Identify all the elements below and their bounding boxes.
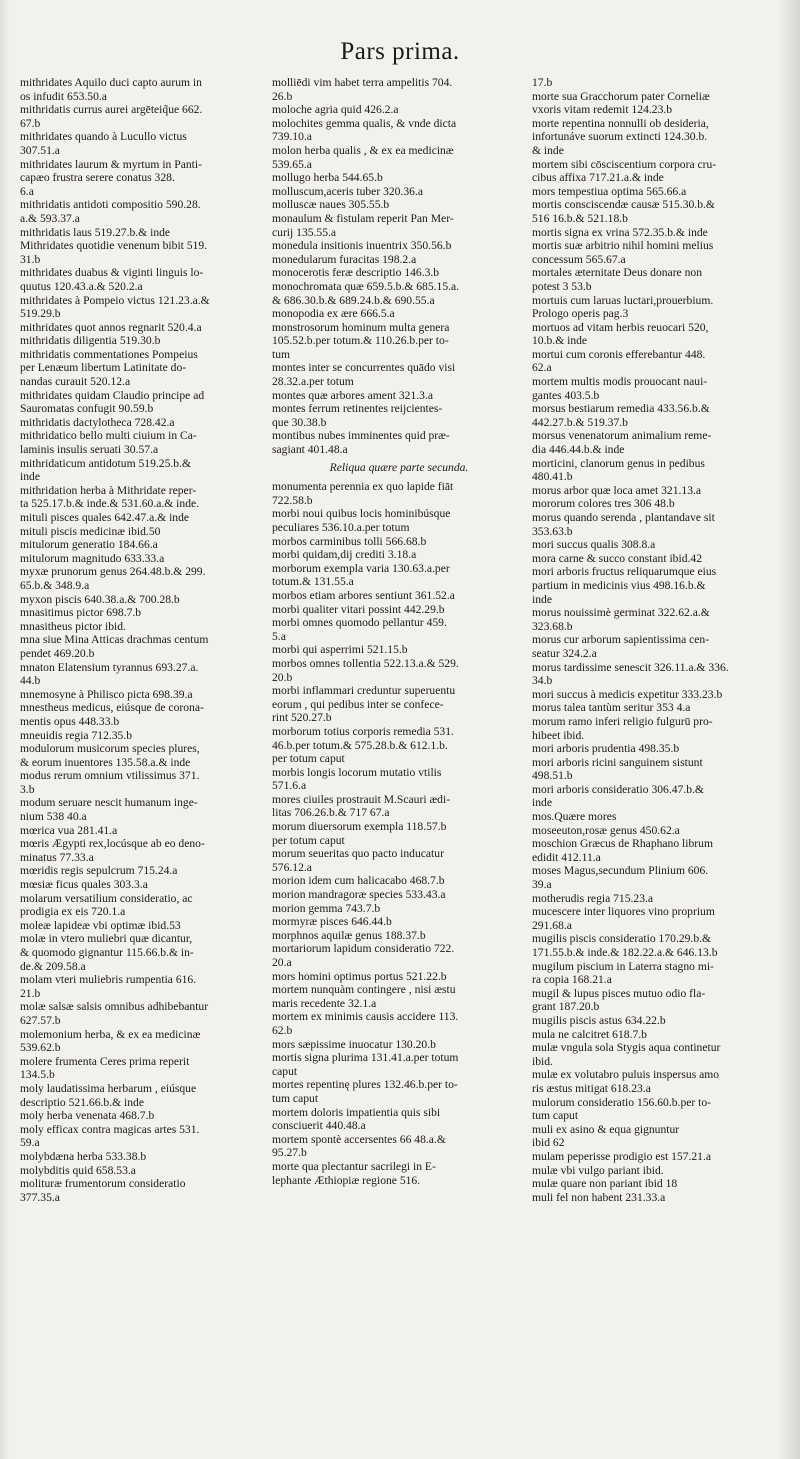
index-entry-line: & quomodo gignantur 115.66.b.& in- [20, 946, 194, 959]
index-entry-line: mori arboris fructus reliquarumque eius [532, 565, 717, 579]
index-entry-line: mœrica vua 281.41.a [20, 823, 118, 837]
index-entry-line: ris æstus mitigat 618.23.a [532, 1081, 651, 1095]
index-entry-line: ibid 62 [532, 1136, 565, 1150]
index-entry-line: ibid. [532, 1054, 553, 1068]
index-entry-line: mnaton Elatensium tyrannus 693.27.a. [20, 660, 199, 674]
index-entry-line: maris recedente 32.1.a [272, 996, 377, 1010]
index-entry-line: ta 525.17.b.& inde.& 531.60.a.& inde. [20, 497, 200, 511]
index-entry-line: mucescere inter liquores vino proprium [532, 905, 715, 919]
index-entry-line: Prologo operis pag.3 [532, 307, 629, 321]
index-entry-line: mortes repentinę plures 132.46.b.per to- [272, 1078, 458, 1092]
index-entry-line: 28.32.a.per totum [272, 375, 354, 389]
index-entry-line: mœridis regis sepulcrum 715.24.a [20, 864, 178, 878]
index-entry-line: mos.Quære mores [532, 810, 617, 824]
index-entry-line: 576.12.a [272, 860, 312, 874]
index-entry-line: molon herba qualis , & ex ea medicinæ [272, 143, 454, 157]
index-entry-line: mulorum consideratio 156.60.b.per to- [532, 1095, 712, 1109]
index-entry-line: mituli pisces quales 642.47.a.& inde [20, 511, 190, 524]
index-entry-line: morborum totius corporis remedia 531. [272, 724, 454, 738]
index-entry-line: myxæ prunorum genus 264.48.b.& 299. [20, 565, 206, 579]
index-entry-line: gantes 403.5.b [532, 388, 600, 402]
index-entry-line: 539.62.b [20, 1041, 61, 1055]
index-entry-line: 539.65.a [272, 157, 312, 171]
index-column-1 [20, 76, 274, 1204]
index-entry-line: rint 520.27.b [272, 711, 332, 725]
index-entry-line: mugilis piscis consideratio 170.29.b.& [532, 932, 712, 946]
index-entry-line: 519.29.b [20, 307, 61, 321]
index-entry-line: 20.a [272, 956, 292, 969]
index-entry-line: 480.41.b [532, 470, 573, 484]
index-entry-line: 171.55.b.& inde.& 182.22.a.& 646.13.b [532, 946, 718, 959]
index-entry-line: motherudis regia 715.23.a [532, 891, 654, 905]
index-entry-line: mortem ex minimis causis accidere 113. [272, 1010, 459, 1024]
index-entry-line: mors sæpissime inuocatur 130.20.b [272, 1037, 436, 1051]
index-entry-line: mortem nunquàm contingere , nisi æstu [272, 983, 456, 997]
index-entry-line: muli ex asino & equa gignuntur [532, 1122, 680, 1136]
index-entry-line: modulorum musicorum species plures, [20, 742, 200, 756]
index-entry-line: & inde [532, 143, 564, 157]
index-entry-line: Sauromatas confugit 90.59.b [20, 402, 154, 416]
index-entry-line: mithridatis laus 519.27.b.& inde [20, 225, 171, 239]
index-entry-line: mollugo herba 544.65.b [272, 171, 383, 185]
index-entry-line: morbi qualiter vitari possint 442.29.b [272, 602, 445, 616]
index-entry-line: mortui cum coronis efferebantur 448. [532, 347, 706, 361]
index-entry-line: tum [272, 347, 291, 361]
index-entry-line: & eorum inuentores 135.58.a.& inde [20, 755, 191, 769]
index-entry-line: mortales æternitate Deus donare non [532, 266, 702, 280]
index-entry-line: 67.b [20, 116, 41, 130]
index-entry-line: mithridates quando à Lucullo victus [20, 130, 187, 144]
index-entry-line: partium in medicinis vius 498.16.b.& [532, 578, 706, 592]
index-entry-line: morte qua plectantur sacrilegi in E- [272, 1159, 436, 1173]
index-entry-line: 5.a [272, 629, 286, 643]
index-entry-line: mors homini optimus portus 521.22.b [272, 969, 447, 983]
index-entry-line: monocerotis feræ descriptio 146.3.b [272, 266, 440, 280]
index-entry-line: mori succus à medicis expetitur 333.23.b [532, 687, 723, 701]
index-entry-line: 65.b.& 348.9.a [20, 578, 90, 592]
index-entry-line: 10.b.& inde [532, 334, 588, 348]
index-entry-line: mnasitheus pictor ibid. [20, 619, 126, 633]
index-entry-line: molliēdi vim habet terra ampelitis 704. [272, 76, 453, 89]
index-entry-line: 46.b.per totum.& 575.28.b.& 612.1.b. [272, 738, 448, 752]
index-entry-line: mulæ quare non pariant ibid 18 [532, 1177, 678, 1191]
index-entry-line: morus arbor quæ loca amet 321.13.a [532, 483, 702, 497]
index-entry-line: quutus 120.43.a.& 520.2.a [20, 279, 143, 293]
index-entry-line: morborum exempla varia 130.63.a.per [272, 561, 450, 575]
index-entry-line: morbi inflammari creduntur superuentu [272, 684, 456, 698]
index-entry-line: de.& 209.58.a [20, 959, 86, 973]
index-entry-line: mithridates duabus & viginti linguis lo- [20, 266, 204, 280]
index-entry-line: molluscæ naues 305.55.b [272, 198, 390, 212]
index-entry-line: mora carne & succo constant ibid.42 [532, 551, 702, 565]
index-entry-line: lephante Æthiopiæ regione 516. [272, 1173, 421, 1187]
index-entry-line: molluscum,aceris tuber 320.36.a [272, 184, 424, 198]
index-entry-line: morticini, clanorum genus in pedibus [532, 456, 705, 470]
index-entry-line: totum.& 131.55.a [272, 575, 354, 589]
index-entry-line: mithridaticum antidotum 519.25.b.& [20, 456, 191, 470]
index-entry-line: cibus affixa 717.21.a.& inde [532, 171, 664, 185]
index-entry-line: morion idem cum halicacabo 468.7.b [272, 874, 445, 888]
index-entry-line: mugilum piscium in Laterra stagno mi- [532, 959, 714, 973]
index-entry-line: 627.57.b [20, 1013, 61, 1027]
index-entry-line: mithridatis antidoti compositio 590.28. [20, 198, 201, 212]
index-entry-line: monedula insitionis inuentrix 350.56.b [272, 239, 452, 253]
index-entry-line: mortis signa plurima 131.41.a.per totum [272, 1051, 459, 1065]
index-column-2 [272, 76, 526, 1187]
index-entry-line: molybdæna herba 533.38.b [20, 1149, 147, 1163]
index-entry-line: nium 538 40.a [20, 810, 87, 824]
index-entry-line: tum caput [532, 1109, 579, 1123]
index-entry-line: 95.27.b [272, 1146, 307, 1160]
index-entry-line: moloche agria quid 426.2.a [272, 103, 399, 117]
index-entry-line: consciuerit 440.48.a [272, 1119, 366, 1133]
index-entry-line: monedularum furacitas 198.2.a [272, 252, 417, 266]
index-entry-line: 134.5.b [20, 1068, 55, 1082]
index-entry-line: inde [20, 470, 40, 484]
index-entry-line: Reliqua quære parte secunda. [329, 460, 469, 474]
index-entry-line: mororum colores tres 306 48.b [532, 497, 675, 511]
index-entry-line: 44.b [20, 674, 41, 688]
index-entry-line: molituræ frumentorum consideratio [20, 1177, 186, 1191]
index-entry-line: mithridatis dactylotheca 728.42.a [20, 415, 175, 429]
index-entry-line: Mithridates quotidie venenum bibit 519. [20, 239, 208, 253]
index-entry-line: morus nouissimè germinat 322.62.a.& [532, 606, 710, 620]
index-entry-line: concessum 565.67.a [532, 252, 626, 266]
index-entry-line: inde [532, 796, 552, 810]
index-entry-line: mnasitimus pictor 698.7.b [20, 606, 142, 620]
index-entry-line: molam vteri muliebris rumpentia 616. [20, 973, 197, 987]
index-entry-line: morbos carminibus tolli 566.68.b [272, 534, 427, 548]
index-entry-line: mortis signa ex vrina 572.35.b.& inde [532, 225, 708, 239]
index-entry-line: mitulorum magnitudo 633.33.a [20, 551, 165, 565]
index-entry-line: 722.58.b [272, 493, 313, 507]
index-entry-line: molochites gemma qualis, & vnde dicta [272, 116, 457, 130]
index-entry-line: dia 446.44.b.& inde [532, 443, 625, 457]
page-header: Pars prima. [340, 38, 460, 65]
index-entry-line: mugil & lupus pisces mutuo odio fla- [532, 986, 706, 1000]
index-entry-line: morsus bestiarum remedia 433.56.b.& [532, 402, 710, 416]
index-entry-line: morte repentina nonnulli ob desideria, [532, 116, 709, 130]
index-entry-line: a.& 593.37.a [20, 211, 80, 225]
index-entry-line: capæo frustra serere conatus 328. [20, 171, 175, 185]
index-entry-line: 21.b [20, 986, 41, 1000]
index-entry-line: mortem sibi cōsciscentium corpora cru- [532, 157, 717, 171]
index-entry-line: mulæ ex volutabro puluis inspersus amo [532, 1068, 720, 1082]
index-entry-line: curij 135.55.a [272, 225, 337, 239]
index-entry-line: mores ciuiles prostrauit M.Scauri ædi- [272, 792, 451, 806]
index-entry-line: mithridatis currus aurei argēteiq̃ue 662. [20, 103, 203, 117]
index-column-3 [532, 76, 786, 1204]
index-entry-line: morus quando serenda , plantandave sit [532, 511, 715, 524]
index-entry-line: mithridation herba à Mithridate reper- [20, 483, 197, 497]
index-entry-line: molarum versatilium consideratio, ac [20, 891, 193, 905]
index-entry-line: mors tempestiua optima 565.66.a [532, 184, 687, 198]
index-entry-line: 39.a [532, 878, 552, 892]
index-entry-line: 26.b [272, 89, 293, 103]
index-entry-line: molæ salsæ salsis omnibus adhibebantur [20, 1000, 209, 1014]
index-entry-line: nandas curauit 520.12.a [20, 375, 131, 389]
index-entry-line: 59.a [20, 1136, 40, 1150]
page-edge-shadow-right [778, 0, 800, 1459]
index-entry-line: 62.b [272, 1023, 293, 1037]
index-entry-line: moschion Græcus de Rhaphano librum [532, 837, 713, 851]
index-entry-line: mulæ vngula sola Stygis aqua continetur [532, 1041, 721, 1055]
index-entry-line: montes inter se concurrentes quādo visi [272, 361, 456, 375]
index-entry-line: per totum caput [272, 833, 345, 847]
index-entry-line: 105.52.b.per totum.& 110.26.b.per to- [272, 334, 449, 348]
index-entry-line: mœsiæ ficus quales 303.3.a [20, 878, 148, 892]
index-entry-line: pendet 469.20.b [20, 646, 95, 660]
index-entry-line: mortuis cum laruas luctari,prouerbium. [532, 293, 714, 307]
index-entry-line: morbis longis locorum mutatio vtilis [272, 765, 442, 779]
index-entry-line: sagiant 401.48.a [272, 443, 348, 457]
index-entry-line: 377.35.a [20, 1190, 60, 1204]
index-entry-line: 739.10.a [272, 130, 312, 144]
index-entry-line: morphnos aquilæ genus 188.37.b [272, 928, 426, 942]
index-entry-line: mula ne calcitret 618.7.b [532, 1027, 647, 1041]
index-entry-line: montes quæ arbores ament 321.3.a [272, 388, 433, 402]
index-entry-line: hibeet ibid. [532, 728, 585, 742]
index-entry-line: morbi quidam,dij crediti 3.18.a [272, 548, 417, 562]
index-entry-line: mormyræ pisces 646.44.b [272, 915, 392, 929]
index-entry-line: mithridatis diligentia 519.30.b [20, 334, 161, 348]
index-entry-line: molæ in vtero muliebri quæ dicantur, [20, 932, 193, 946]
index-entry-line: que 30.38.b [272, 415, 327, 429]
index-entry-line: morbos etiam arbores sentiunt 361.52.a [272, 588, 455, 602]
index-entry-line: 498.51.b [532, 769, 573, 783]
index-entry-line: litas 706.26.b.& 717 67.a [272, 806, 390, 820]
index-entry-line: mithridates à Pompeio victus 121.23.a.& [20, 293, 210, 307]
index-entry-line: tum caput [272, 1091, 319, 1105]
index-entry-line: mortem doloris impatientia quis sibi [272, 1105, 441, 1119]
index-entry-line: molybditis quid 658.53.a [20, 1163, 136, 1177]
index-entry-line: caput [272, 1064, 298, 1078]
index-entry-line: moly herba venenata 468.7.b [20, 1109, 155, 1123]
index-entry-line: mnestheus medicus, eiúsque de corona- [20, 701, 204, 715]
index-entry-line: morion mandragoræ species 533.43.a [272, 888, 446, 902]
index-entry-line: 516 16.b.& 521.18.b [532, 211, 628, 225]
index-entry-line: laminis insulis seruati 30.57.a [20, 443, 159, 457]
index-entry-line: 323.68.b [532, 619, 573, 633]
index-entry-line: morbi qui asperrimi 521.15.b [272, 643, 408, 657]
index-entry-line: moly efficax contra magicas artes 531. [20, 1122, 200, 1136]
index-entry-line: mori succus qualis 308.8.a [532, 538, 656, 552]
index-entry-line: 62.a [532, 361, 552, 375]
index-entry-line: 17.b [532, 76, 553, 89]
index-entry-line: monaulum & fistulam reperit Pan Mer- [272, 211, 454, 225]
index-entry-line: mentis opus 448.33.b [20, 714, 120, 728]
index-entry-line: prodigia ex eis 720.1.a [20, 905, 126, 919]
index-entry-line: morion gemma 743.7.b [272, 901, 381, 915]
index-entry-line: peculiares 536.10.a.per totum [272, 521, 410, 534]
index-entry-line: 20.b [272, 670, 293, 684]
index-entry-line: molere frumenta Ceres prima reperit [20, 1054, 190, 1068]
index-entry-line: morbi noui quibus locis hominibúsque [272, 507, 451, 521]
index-entry-line: morum seueritas quo pacto inducatur [272, 847, 444, 861]
index-entry-line: grant 187.20.b [532, 1000, 600, 1014]
index-entry-line: eorum , qui pedibus inter se confece- [272, 697, 444, 711]
index-entry-line: mitulorum generatio 184.66.a [20, 538, 158, 552]
index-entry-line: 6.a [20, 184, 34, 198]
index-entry-line: 34.b [532, 674, 553, 688]
index-entry-line: infortunáve suorum extincti 124.30.b. [532, 130, 708, 144]
index-entry-line: monopodia ex ære 666.5.a [272, 307, 395, 321]
index-entry-line: mortem spontè accersentes 66 48.a.& [272, 1132, 446, 1146]
index-entry-line: mithridates quidam Claudio principe ad [20, 388, 205, 402]
index-entry-line: montibus nubes imminentes quid præ- [272, 429, 450, 443]
index-entry-line: mithridatico bello multi ciuium in Ca- [20, 429, 197, 443]
index-entry-line: mortariorum lapidum consideratio 722. [272, 942, 455, 956]
index-entry-line: descriptio 521.66.b.& inde [20, 1095, 144, 1109]
index-entry-line: modum seruare nescit humanum inge- [20, 796, 198, 810]
index-entry-line: mortem multis modis prouocant naui- [532, 375, 708, 389]
index-entry-line: molemonium herba, & ex ea medicinæ [20, 1027, 201, 1041]
index-entry-line: morte sua Gracchorum pater Corneliæ [532, 89, 710, 103]
index-entry-line: monstrosorum hominum multa genera [272, 320, 450, 334]
page-edge-shadow-left [0, 0, 10, 1459]
index-entry-line: mithridates Aquilo duci capto aurum in [20, 76, 202, 89]
index-entry-line: mithridates laurum & myrtum in Panti- [20, 157, 202, 171]
index-entry-line: muli fel non habent 231.33.a [532, 1190, 666, 1204]
index-entry-line: mortis suæ arbitrio nihil homini melius [532, 239, 714, 253]
index-entry-line: morus tardissime senescit 326.11.a.& 336. [532, 660, 729, 674]
index-entry-line: & 686.30.b.& 689.24.b.& 690.55.a [272, 293, 435, 307]
index-entry-line: mulam peperisse prodigio est 157.21.a [532, 1149, 712, 1163]
index-entry-line: myxon piscis 640.38.a.& 700.28.b [20, 592, 180, 606]
index-entry-line: per totum caput [272, 752, 345, 766]
index-entry-line: moseeuton,rosæ genus 450.62.a [532, 823, 680, 837]
index-entry-line: mnemosyne à Philisco picta 698.39.a [20, 687, 193, 701]
index-entry-line: mori arboris prudentia 498.35.b [532, 742, 680, 756]
index-entry-line: edidit 412.11.a [532, 850, 601, 864]
index-entry-line: inde [532, 592, 552, 606]
index-entry-line: potest 3 53.b [532, 279, 592, 293]
index-entry-line: montes ferrum retinentes reijcientes- [272, 402, 443, 416]
index-entry-line: moleæ lapideæ vbi optimæ ibid.53 [20, 918, 181, 932]
index-entry-line: per Lenæum libertum Latinitate do- [20, 361, 187, 375]
index-entry-line: modus rerum omnium vtilissimus 371. [20, 769, 200, 783]
index-entry-line: morus cur arborum sapientissima cen- [532, 633, 710, 647]
index-entry-line: 3.b [20, 782, 35, 796]
index-entry-line: moly laudatissima herbarum , eiúsque [20, 1081, 197, 1095]
index-entry-line: minatus 77.33.a [20, 850, 94, 864]
index-entry-line: mori arboris ricini sanguinem sistunt [532, 755, 703, 769]
index-entry-line: moses Magus,secundum Plinium 606. [532, 864, 709, 878]
index-entry-line: mneuidis regia 712.35.b [20, 728, 133, 742]
index-entry-line: mulæ vbi vulgo pariant ibid. [532, 1163, 664, 1177]
index-entry-line: 307.51.a [20, 143, 60, 157]
index-entry-line: 291.68.a [532, 918, 572, 932]
index-entry-line: morum diuersorum exempla 118.57.b [272, 820, 447, 834]
index-entry-line: mituli piscis medicinæ ibid.50 [20, 524, 161, 538]
index-entry-line: morbi omnes quomodo pellantur 459. [272, 616, 447, 630]
index-entry-line: mortis consciscendæ causæ 515.30.b.& [532, 198, 715, 212]
index-entry-line: morus talea tantùm seritur 353 4.a [532, 701, 691, 715]
index-entry-line: morum ramo inferi religio fulgurū pro- [532, 714, 713, 728]
index-entry-line: mna siue Mina Atticas drachmas centum [20, 633, 209, 647]
index-entry-line: mori arboris consideratio 306.47.b.& [532, 782, 704, 796]
index-entry-line: ra copia 168.21.a [532, 973, 612, 987]
index-entry-line: mithridates quot annos regnarit 520.4.a [20, 320, 202, 334]
index-entry-line: 442.27.b.& 519.37.b [532, 415, 628, 429]
index-entry-line: morsus venenatorum animalium reme- [532, 429, 712, 443]
index-entry-line: seatur 324.2.a [532, 646, 597, 660]
index-entry-line: monochromata quæ 659.5.b.& 685.15.a. [272, 279, 460, 293]
index-entry-line: mithridatis commentationes Pompeius [20, 347, 198, 361]
index-entry-line: mortuos ad vitam herbis reuocari 520, [532, 320, 709, 334]
index-entry-line: monumenta perennia ex quo lapide fiāt [272, 480, 454, 494]
index-entry-line: 571.6.a [272, 779, 307, 793]
index-entry-line: os infudit 653.50.a [20, 89, 107, 103]
index-entry-line: mugilis piscis astus 634.22.b [532, 1013, 666, 1027]
index-entry-line: vxoris vitam redemit 124.23.b [532, 103, 673, 117]
index-entry-line: morbos omnes tollentia 522.13.a.& 529. [272, 656, 459, 670]
index-entry-line: 31.b [20, 252, 41, 266]
index-entry-line: mœris Ægypti rex,locúsque ab eo deno- [20, 837, 205, 851]
index-entry-line: 353.63.b [532, 524, 573, 538]
